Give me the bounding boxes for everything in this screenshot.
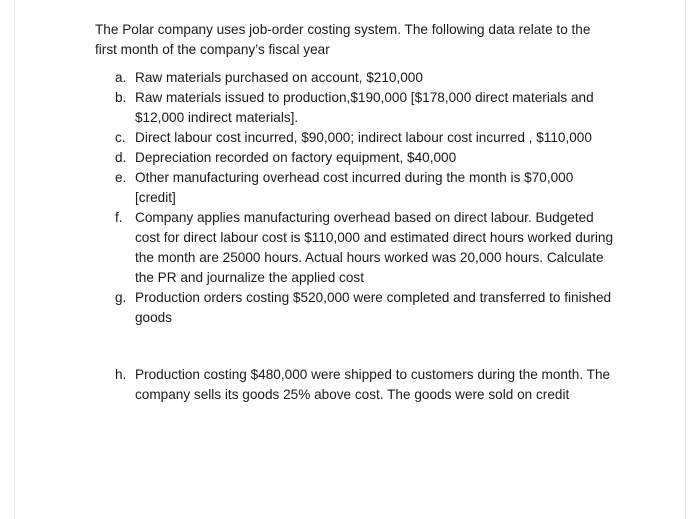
list-item-g bbox=[95, 288, 615, 328]
list-item-text: Raw materials issued to production,$190,000 [$178,000 direct materials and $12,000 indirect materials]. bbox=[135, 90, 594, 125]
list-marker: h. bbox=[115, 367, 127, 382]
list-item-h bbox=[95, 365, 615, 405]
list-marker: a. bbox=[115, 70, 127, 85]
list-item-text: Production costing $480,000 were shipped to customers during the month. The company sells its goods 25% above cost. The goods were sold on credit bbox=[135, 367, 611, 402]
list-marker: e. bbox=[115, 170, 127, 185]
list-marker: g. bbox=[115, 290, 127, 305]
list-marker: c. bbox=[115, 130, 126, 145]
list-item-c bbox=[95, 128, 615, 148]
list-item-text: Direct labour cost incurred, $90,000; indirect labour cost incurred , $110,000 bbox=[135, 130, 592, 145]
list-marker: b. bbox=[115, 90, 127, 105]
list-marker: d. bbox=[115, 150, 127, 165]
list-item-text: Production orders costing $520,000 were completed and transferred to finished goods bbox=[135, 290, 612, 325]
list-item-f bbox=[95, 208, 615, 288]
list-item-text: Other manufacturing overhead cost incurred during the month is $70,000 [credit] bbox=[135, 170, 574, 205]
transaction-list bbox=[95, 68, 615, 405]
list-item-e bbox=[95, 168, 615, 208]
list-item-d bbox=[95, 148, 615, 168]
document-body bbox=[95, 20, 615, 405]
list-item-b bbox=[95, 88, 615, 128]
list-item-text: Raw materials purchased on account, $210,000 bbox=[135, 70, 423, 85]
list-item-a bbox=[95, 68, 615, 88]
list-marker: f. bbox=[115, 210, 123, 225]
list-item-text: Depreciation recorded on factory equipment, $40,000 bbox=[135, 150, 457, 165]
list-item-text: Company applies manufacturing overhead based on direct labour. Budgeted cost for direct labour cost is $110,000 and estimated direct hours worked during the month are 25000 hours. Actual hours worked was 20,000 hours. Calculate the PR and journalize the applied cost bbox=[135, 210, 614, 285]
intro-paragraph: The Polar company uses job-order costing system. The following data relate to the first month of the company’s fiscal year bbox=[95, 22, 591, 57]
